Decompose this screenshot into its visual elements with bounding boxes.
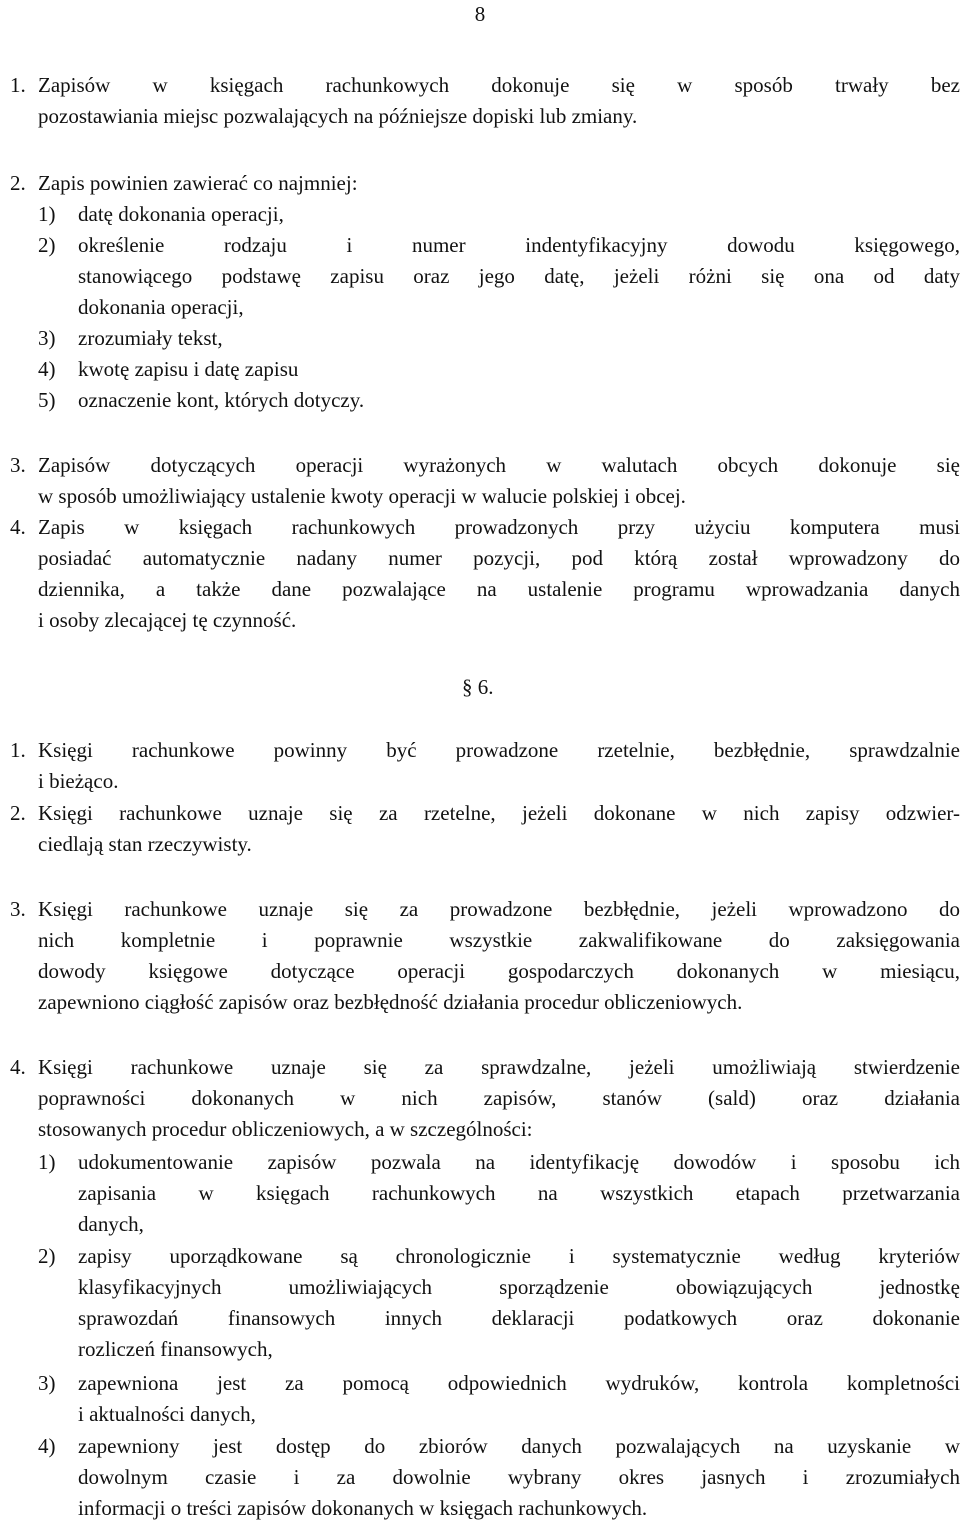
- text-line: i aktualności danych,: [78, 1402, 256, 1426]
- item-text: [78, 385, 960, 416]
- item-text: [38, 1052, 960, 1145]
- text-line: zrozumiały tekst,: [78, 326, 223, 350]
- item-number: 4): [38, 1434, 56, 1458]
- item-number: 2): [38, 233, 56, 257]
- text-line: datę dokonania operacji,: [78, 202, 284, 226]
- item-text: [78, 230, 960, 323]
- text-line: oznaczenie kont, których dotyczy.: [78, 388, 365, 412]
- text-line: stanowiącego podstawę zapisu oraz jego datę, jeżeli różni się ona od daty: [78, 264, 960, 288]
- item-number: 2.: [10, 801, 26, 825]
- text-line: kwotę zapisu i datę zapisu: [78, 357, 299, 381]
- item-text: [38, 798, 960, 860]
- item-number: 1): [38, 202, 56, 226]
- item-text: [78, 1147, 960, 1240]
- text-line: dokonania operacji,: [78, 295, 244, 319]
- text-line: Księgi rachunkowe uznaje się za sprawdzalne, jeżeli umożliwiają stwierdzenie: [38, 1055, 960, 1079]
- text-line: dziennika, a także dane pozwalające na ustalenie programu wprowadzania danych: [38, 577, 960, 601]
- text-line: klasyfikacyjnych umożliwiających sporządzenie obowiązujących jednostkę: [78, 1275, 960, 1299]
- text-line: pozostawiania miejsc pozwalających na późniejsze dopiski lub zmiany.: [38, 104, 638, 128]
- text-line: danych,: [78, 1212, 144, 1236]
- item-text: [78, 1431, 960, 1524]
- text-line: nich kompletnie i poprawnie wszystkie zakwalifikowane do zaksięgowania: [38, 928, 960, 952]
- item-text: [78, 354, 960, 385]
- item-number: 2): [38, 1244, 56, 1268]
- text-line: dowolnym czasie i za dowolnie wybrany okres jasnych i zrozumiałych: [78, 1465, 960, 1489]
- item-number: 4.: [10, 515, 26, 539]
- text-line: dowody księgowe dotyczące operacji gospodarczych dokonanych w miesiącu,: [38, 959, 960, 983]
- item-text: [38, 512, 960, 636]
- text-line: ciedlają stan rzeczywisty.: [38, 832, 252, 856]
- item-number: 3.: [10, 453, 26, 477]
- item-text: [78, 199, 960, 230]
- text-line: Księgi rachunkowe uznaje się za rzetelne, jeżeli dokonane w nich zapisy odzwier-: [38, 801, 960, 825]
- text-line: określenie rodzaju i numer indentyfikacyjny dowodu księgowego,: [78, 233, 960, 257]
- item-number: 3): [38, 326, 56, 350]
- item-number: 2.: [10, 171, 26, 195]
- item-number: 4): [38, 357, 56, 381]
- item-number: 3.: [10, 897, 26, 921]
- text-line: Zapis w księgach rachunkowych prowadzonych przy użyciu komputera musi: [38, 515, 960, 539]
- item-text: [78, 1368, 960, 1430]
- item-number: 1.: [10, 73, 26, 97]
- text-line: poprawności dokonanych w nich zapisów, stanów (sald) oraz działania: [38, 1086, 960, 1110]
- item-number: 5): [38, 388, 56, 412]
- text-line: sprawozdań finansowych innych deklaracji podatkowych oraz dokonanie: [78, 1306, 960, 1330]
- item-number: 3): [38, 1371, 56, 1395]
- text-line: zapewniono ciągłość zapisów oraz bezbłędność działania procedur obliczeniowych.: [38, 990, 743, 1014]
- page-number: 8: [474, 2, 486, 26]
- text-line: i osoby zlecającej tę czynność.: [38, 608, 297, 632]
- text-line: udokumentowanie zapisów pozwala na identyfikację dowodów i sposobu ich: [78, 1150, 960, 1174]
- section-heading: § 6.: [462, 675, 494, 699]
- text-line: rozliczeń finansowych,: [78, 1337, 273, 1361]
- item-text: [38, 70, 960, 132]
- item-number: 1.: [10, 738, 26, 762]
- text-line: Księgi rachunkowe uznaje się za prowadzone bezbłędnie, jeżeli wprowadzono do: [38, 897, 960, 921]
- text-line: informacji o treści zapisów dokonanych w księgach rachunkowych.: [78, 1496, 648, 1520]
- item-text: [38, 894, 960, 1018]
- text-line: zapisania w księgach rachunkowych na wszystkich etapach przetwarzania: [78, 1181, 960, 1205]
- text-line: Zapis powinien zawierać co najmniej:: [38, 171, 358, 195]
- item-number: 1): [38, 1150, 56, 1174]
- text-line: i bieżąco.: [38, 769, 119, 793]
- text-line: w sposób umożliwiający ustalenie kwoty operacji w walucie polskiej i obcej.: [38, 484, 686, 508]
- text-line: stosowanych procedur obliczeniowych, a w szczególności:: [38, 1117, 533, 1141]
- item-text: [78, 323, 960, 354]
- item-text: [38, 168, 960, 199]
- text-line: Zapisów dotyczących operacji wyrażonych w walutach obcych dokonuje się: [38, 453, 960, 477]
- text-line: zapisy uporządkowane są chronologicznie i systematycznie według kryteriów: [78, 1244, 960, 1268]
- item-text: [78, 1241, 960, 1365]
- text-line: zapewniona jest za pomocą odpowiednich wydruków, kontrola kompletności: [78, 1371, 960, 1395]
- item-text: [38, 735, 960, 797]
- item-text: [38, 450, 960, 512]
- text-line: Zapisów w księgach rachunkowych dokonuje się w sposób trwały bez: [38, 73, 960, 97]
- text-line: posiadać automatycznie nadany numer pozycji, pod którą został wprowadzony do: [38, 546, 960, 570]
- item-number: 4.: [10, 1055, 26, 1079]
- text-line: zapewniony jest dostęp do zbiorów danych pozwalających na uzyskanie w: [78, 1434, 960, 1458]
- text-line: Księgi rachunkowe powinny być prowadzone rzetelnie, bezbłędnie, sprawdzalnie: [38, 738, 960, 762]
